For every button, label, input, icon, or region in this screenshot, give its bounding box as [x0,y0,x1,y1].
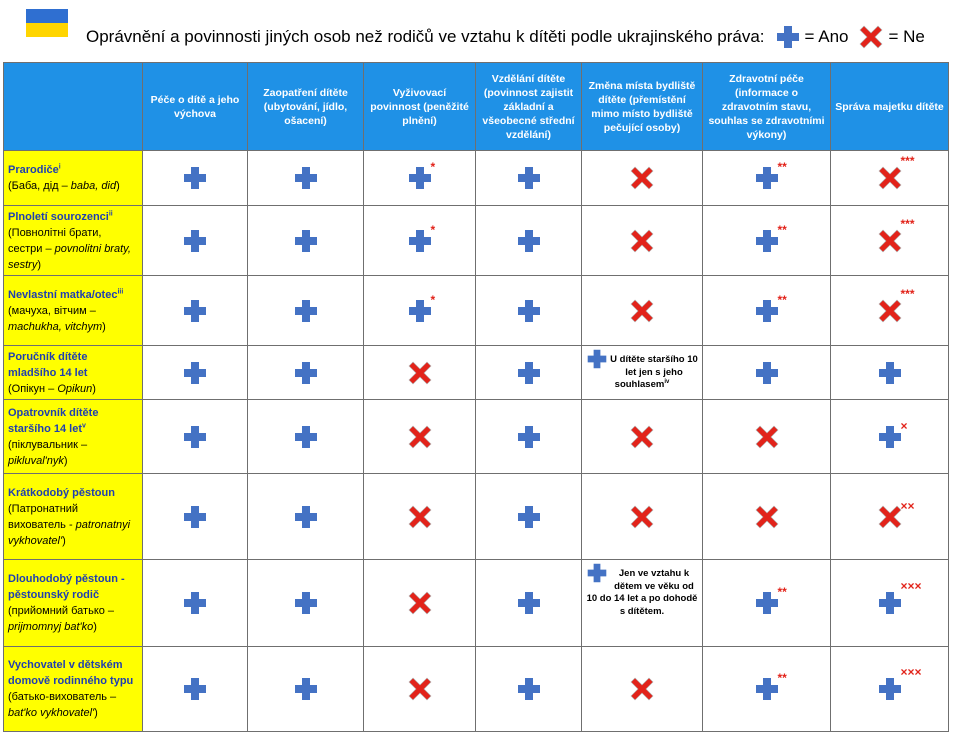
footnote-marker: ** [777,671,787,685]
plus-icon [516,165,542,191]
table-cell [364,346,476,400]
row-label-end: ) [116,180,120,192]
plus-icon [775,24,801,50]
plus-icon [182,360,208,386]
row-label-end: ) [62,534,66,547]
cell-mark [293,504,319,530]
cell-mark [877,665,922,702]
flag-blue-stripe [26,9,68,23]
plus-icon [293,165,319,191]
table-cell [364,206,476,276]
row-label-end: ) [102,320,106,333]
cell-mark [293,590,319,616]
plus-icon [754,228,780,254]
table-row [4,647,949,732]
table-cell [248,206,364,276]
cross-icon [754,504,780,530]
table-cell [143,647,248,732]
footnote-marker: ** [777,222,787,237]
row-label-transliteration: baba, did [70,180,117,192]
row-label-end: ) [63,454,68,467]
cell-mark [182,360,208,386]
cell-mark [754,424,780,450]
plus-icon [293,504,319,530]
table-cell [143,560,248,647]
cell-mark [877,579,922,616]
row-label-transliteration: Opikun [57,382,93,395]
table-cell [703,474,831,560]
table-cell [476,346,582,400]
footnote-marker: * [430,160,436,174]
page-title: Oprávnění a povinnosti jiných osob než rodičů ve vztahu k dítěti podle ukrajinského práva: [86,27,765,46]
cell-mark [877,498,915,530]
plus-icon [182,298,208,324]
table-cell [143,474,248,560]
table-row [4,560,949,647]
cell-mark [407,360,433,386]
cross-icon [858,24,884,50]
row-label-footnote: ii [108,209,113,217]
row-label [4,151,143,206]
table-cell [582,474,703,560]
table-cell [364,151,476,206]
cell-mark [629,424,655,450]
row-label-footnote: iii [117,287,124,295]
cross-icon [407,360,433,386]
cell-mark [182,676,208,702]
cross-icon [629,424,655,450]
table-cell [143,400,248,474]
row-label-title: Nevlastní matka/otec [8,288,118,301]
cell-mark [877,360,903,386]
table-cell [703,400,831,474]
cell-mark [407,160,436,191]
table-cell [582,276,703,346]
table-row [4,346,949,400]
cell-mark [629,676,655,702]
plus-icon [182,165,208,191]
row-label-transliteration: prijmomnyj bat'ko [8,621,94,633]
flag-yellow-stripe [26,23,68,37]
footnote-marker: ××× [900,665,922,679]
table-cell [831,474,949,560]
plus-icon [516,298,542,324]
plus-icon [516,228,542,254]
row-label-transliteration: pikluval'nyk [8,454,64,467]
table-cell [703,276,831,346]
footnote-marker: * [430,222,436,237]
row-label-end: ) [94,707,98,719]
cell-note-body: Jen ve vztahu k dětem ve věku od 10 do 14 let a po dohodě s dítětem. [586,568,698,617]
table-cell [831,206,949,276]
cell-mark [293,228,319,254]
cell-mark [182,228,208,254]
row-label-transliteration: patronatnyi vykhovatel' [8,518,131,547]
footnote-marker: *** [900,286,915,301]
cell-mark [182,165,208,191]
cell-mark [516,298,542,324]
plus-icon [293,228,319,254]
row-label-native: (піклувальник – [8,438,88,451]
cell-mark [629,504,655,530]
row-label-title: Prarodiče [8,164,59,176]
cell-mark [293,676,319,702]
plus-icon [293,424,319,450]
legend-yes-label: = Ano [804,27,849,46]
table-cell [248,474,364,560]
table-cell [248,400,364,474]
table-cell [364,647,476,732]
row-label [4,346,143,400]
cell-mark [407,590,433,616]
table-cell [831,647,949,732]
cross-icon [629,165,655,191]
table-cell [703,346,831,400]
plus-icon [877,360,903,386]
cell-mark [516,360,542,386]
footnote-marker: ×× [900,498,915,513]
plus-icon [516,676,542,702]
plus-icon [754,676,780,702]
column-header: Vzdělání dítěte (povinnost zajistit základní a všeobecné střední vzdělání) [476,63,582,151]
cross-icon [629,228,655,254]
row-label-end: ) [92,382,96,395]
footnote-marker: *** [900,216,915,231]
plus-icon [516,360,542,386]
row-label-title: Poručník dítěte mladšího 14 let [8,350,88,379]
table-cell [143,276,248,346]
cell-mark [754,360,780,386]
table-cell [582,151,703,206]
cross-icon [629,676,655,702]
plus-icon [293,298,319,324]
row-label [4,400,143,474]
table-cell [582,560,703,647]
cell-mark [182,298,208,324]
cell-note-body: U dítěte staršího 10 let jen s jeho souhlasem [610,354,698,390]
cell-mark [877,216,915,254]
table-row [4,151,949,206]
row-label [4,206,143,276]
cell-mark [877,418,908,450]
row-label-title: Dlouhodobý pěstoun - pěstounský rodič [8,573,125,601]
footnote-marker: × [900,418,908,433]
table-cell [476,400,582,474]
column-header: Změna místa bydliště dítěte (přemístění mimo místo bydliště pečující osoby) [582,63,703,151]
column-header: Správa majetku dítěte [831,63,949,151]
row-label-footnote: i [58,163,61,171]
row-label [4,276,143,346]
column-header: Zdravotní péče (informace o zdravotním stavu, souhlas se zdravotními výkony) [703,63,831,151]
column-header: Vyživovací povinnost (peněžité plnění) [364,63,476,151]
footnote-marker: ** [777,160,787,174]
cell-mark [516,590,542,616]
title-line [86,24,925,50]
table-cell [248,560,364,647]
cell-mark [754,585,787,616]
table-cell [831,560,949,647]
plus-icon [182,228,208,254]
cell-mark [182,590,208,616]
table-cell [831,151,949,206]
cell-mark [754,160,787,191]
table-row [4,474,949,560]
table-cell [582,647,703,732]
header-corner [4,63,143,151]
table-cell [476,206,582,276]
cell-mark [516,228,542,254]
table-cell [248,276,364,346]
row-label-title: Krátkodobý pěstoun [8,486,115,499]
cross-icon [877,165,903,191]
row-label-native: (прийомний батько – [8,605,115,617]
table-cell [476,647,582,732]
cell-mark [293,298,319,324]
plus-icon [407,298,433,324]
cell-mark [754,222,787,254]
table-cell [364,276,476,346]
cell-mark [293,424,319,450]
cell-mark [877,154,915,191]
row-label-native: (мачуха, вітчим – [8,304,96,317]
row-label [4,474,143,560]
cross-icon [629,298,655,324]
table-cell [582,206,703,276]
table-row [4,206,949,276]
plus-icon [877,590,903,616]
plus-icon [754,298,780,324]
header-row [4,63,949,151]
row-label-transliteration: bat'ko vykhovatel' [8,707,95,719]
plus-icon [182,424,208,450]
footnote-marker: ××× [900,579,922,593]
plus-icon [293,590,319,616]
plus-icon [407,228,433,254]
table-cell [476,276,582,346]
row-label-native: (Баба, дід – [8,180,71,192]
row-label-native: (батько-вихователь – [8,691,117,703]
table-cell [364,400,476,474]
row-label [4,647,143,732]
table-cell [703,206,831,276]
row-label-footnote: v [81,421,86,429]
cell-note-footnote: iv [664,378,670,385]
cross-icon [407,504,433,530]
table-cell [364,560,476,647]
cell-mark [293,165,319,191]
plus-icon [293,676,319,702]
row-label-title: Opatrovník dítěte staršího 14 let [8,406,99,435]
table-row [4,400,949,474]
cell-mark [754,671,787,702]
table-cell [248,647,364,732]
table-cell [831,400,949,474]
plus-icon [877,676,903,702]
table-cell [703,560,831,647]
footnote-marker: ** [777,585,787,599]
cell-mark [407,292,436,324]
row-label-end: ) [37,258,42,271]
plus-icon [407,165,433,191]
cross-icon [754,424,780,450]
plus-icon [293,360,319,386]
table-cell [582,346,703,400]
cell-mark [629,298,655,324]
table-cell [248,346,364,400]
cell-mark [516,424,542,450]
cell-mark [516,676,542,702]
table-cell [703,647,831,732]
cell-mark [407,504,433,530]
plus-icon [516,424,542,450]
table-cell [582,400,703,474]
cell-mark [407,222,436,254]
table-cell [831,346,949,400]
legend-no-label: = Ne [888,27,925,46]
cross-icon [877,504,903,530]
table-row [4,276,949,346]
cross-icon [877,228,903,254]
table-cell [476,560,582,647]
cell-mark [629,228,655,254]
table-cell [248,151,364,206]
ukraine-flag-icon [26,9,68,37]
row-label [4,560,143,647]
plus-icon [182,676,208,702]
plus-icon [754,165,780,191]
cross-icon [629,504,655,530]
row-label-transliteration: machukha, vitchym [8,320,103,333]
plus-icon [516,504,542,530]
cell-mark [516,165,542,191]
plus-icon [754,590,780,616]
cell-mark [516,504,542,530]
table-cell [143,346,248,400]
table-cell [476,151,582,206]
cross-icon [407,590,433,616]
cell-mark [754,292,787,324]
row-label-title: Plnoletí sourozenci [8,210,109,223]
table-cell [476,474,582,560]
table-cell [831,276,949,346]
row-label-native: (Повнолітні брати, сестри – [8,226,102,255]
plus-icon [182,504,208,530]
table-cell [703,151,831,206]
plus-icon [586,348,608,370]
plus-icon [754,360,780,386]
cross-icon [407,676,433,702]
table-cell [364,474,476,560]
table-cell [143,206,248,276]
cell-mark [629,165,655,191]
plus-icon [182,590,208,616]
cell-mark [407,676,433,702]
plus-icon [586,562,608,584]
cell-mark [182,424,208,450]
cell-mark [877,286,915,324]
cross-icon [407,424,433,450]
plus-icon [877,424,903,450]
column-header: Zaopatření dítěte (ubytování, jídlo, ošacení) [248,63,364,151]
cell-mark [754,504,780,530]
row-label-native: (Патронатний вихователь - [8,502,79,531]
row-label-transliteration: povnolitni braty, sestry [8,242,131,271]
plus-icon [516,590,542,616]
row-label-end: ) [93,621,97,633]
cell-mark [407,424,433,450]
cross-icon [877,298,903,324]
footnote-marker: * [430,292,436,307]
table-cell [143,151,248,206]
rights-table [3,62,949,732]
column-header: Péče o dítě a jeho výchova [143,63,248,151]
cell-mark [182,504,208,530]
footnote-marker: *** [900,154,915,168]
row-label-title: Vychovatel v dětském domově rodinného typu [8,659,134,687]
row-label-native: (Опікун – [8,382,58,395]
cell-mark [293,360,319,386]
footnote-marker: ** [777,292,787,307]
